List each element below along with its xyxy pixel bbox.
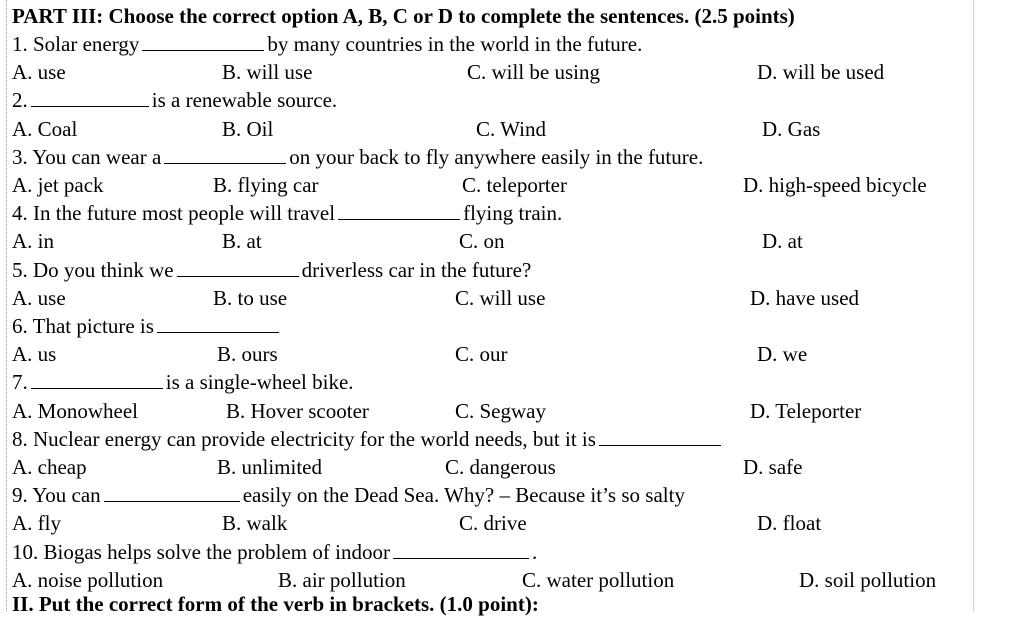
- option-c: C. Wind: [476, 116, 546, 141]
- question-text-continued: on your back to fly anywhere easily in the future.: [289, 144, 704, 169]
- answer-blank: [31, 370, 163, 389]
- options-row: [12, 340, 1012, 368]
- left-margin-line: [6, 0, 7, 611]
- answer-blank: [393, 540, 529, 559]
- options-row: [12, 227, 1012, 255]
- answer-blank: [164, 145, 286, 164]
- option-d: D. Gas: [762, 116, 821, 141]
- option-a: A. noise pollution: [12, 567, 164, 592]
- answer-blank: [157, 314, 279, 333]
- question-text: 8. Nuclear energy can provide electricity for the world needs, but it is: [12, 426, 596, 451]
- question-text-continued: driverless car in the future?: [301, 257, 532, 282]
- option-d: D. will be used: [757, 60, 885, 85]
- option-d: D. high-speed bicycle: [743, 173, 927, 197]
- answer-blank: [142, 32, 264, 51]
- question-4: [12, 199, 562, 227]
- option-d: D. float: [757, 511, 822, 536]
- option-b: B. flying car: [213, 173, 319, 197]
- option-b: B. will use: [222, 60, 313, 85]
- options-row: [12, 115, 1012, 143]
- question-3: [12, 143, 703, 171]
- option-b: B. air pollution: [278, 567, 406, 592]
- question-text-continued: flying train.: [463, 201, 563, 226]
- option-c: C. drive: [459, 511, 527, 536]
- question-text: 4. In the future most people will travel: [12, 201, 336, 226]
- question-5: [12, 256, 531, 284]
- option-a: A. fly: [12, 511, 61, 536]
- option-c: C. water pollution: [522, 567, 675, 592]
- question-text: 1. Solar energy: [12, 32, 140, 56]
- question-7: [12, 368, 354, 396]
- option-b: B. at: [222, 229, 262, 254]
- question-text: 6. That picture is: [12, 314, 154, 338]
- option-c: C. will be using: [467, 60, 601, 85]
- question-1: [12, 30, 642, 58]
- question-text-continued: easily on the Dead Sea. Why? – Because it’s so salty: [242, 483, 685, 508]
- answer-blank: [599, 427, 721, 446]
- question-text-continued: by many countries in the world in the future.: [267, 32, 643, 56]
- option-a: A. in: [12, 229, 54, 254]
- option-b: B. Hover scooter: [226, 398, 369, 423]
- options-row: [12, 171, 1012, 199]
- option-b: B. walk: [222, 511, 288, 536]
- option-a: A. use: [12, 285, 66, 310]
- answer-blank: [338, 201, 460, 220]
- question-text: 7.: [12, 370, 28, 395]
- question-text: 3. You can wear a: [12, 144, 162, 169]
- option-a: A. Monowheel: [12, 398, 138, 423]
- part-title: PART III: Choose the correct option A, B, C or D to complete the sentences. (2.5 points): [12, 4, 795, 28]
- option-a: A. us: [12, 342, 57, 367]
- question-2: [12, 86, 337, 114]
- option-d: D. we: [757, 342, 808, 367]
- option-c: C. teleporter: [462, 173, 567, 197]
- option-c: C. Segway: [455, 398, 546, 423]
- answer-blank: [177, 258, 299, 277]
- question-text-continued: is a renewable source.: [151, 88, 338, 113]
- question-text: 5. Do you think we: [12, 257, 174, 282]
- next-section-title: II. Put the correct form of the verb in brackets. (1.0 point):: [12, 592, 539, 616]
- option-a: A. cheap: [12, 455, 87, 479]
- option-d: D. have used: [750, 285, 860, 310]
- option-c: C. dangerous: [445, 455, 556, 479]
- option-a: A. Coal: [12, 116, 78, 141]
- option-b: B. ours: [217, 342, 278, 367]
- option-c: C. our: [455, 342, 508, 367]
- option-c: C. will use: [455, 285, 546, 310]
- option-b: B. to use: [213, 285, 288, 310]
- option-d: D. at: [762, 229, 803, 254]
- option-b: B. unlimited: [217, 455, 322, 479]
- options-row: [12, 58, 1012, 86]
- question-10: [12, 538, 537, 566]
- option-b: B. Oil: [222, 116, 274, 141]
- question-text-continued: is a single-wheel bike.: [165, 370, 354, 395]
- answer-blank: [104, 483, 240, 502]
- option-a: A. use: [12, 60, 66, 85]
- answer-blank: [31, 88, 149, 107]
- options-row: [12, 453, 1012, 481]
- option-c: C. on: [459, 229, 505, 254]
- question-8: [12, 425, 724, 453]
- options-row: [12, 284, 1012, 312]
- option-a: A. jet pack: [12, 173, 104, 197]
- question-text: 10. Biogas helps solve the problem of indoor: [12, 539, 390, 564]
- question-text-continued: .: [531, 539, 538, 564]
- option-d: D. soil pollution: [799, 567, 937, 592]
- options-row: [12, 397, 1012, 425]
- question-9: [12, 481, 685, 509]
- options-row: [12, 509, 1012, 537]
- question-text: 2.: [12, 88, 28, 113]
- question-text: 9. You can: [12, 483, 101, 508]
- option-d: D. Teleporter: [750, 398, 862, 423]
- question-6: [12, 312, 282, 340]
- option-d: D. safe: [743, 455, 803, 479]
